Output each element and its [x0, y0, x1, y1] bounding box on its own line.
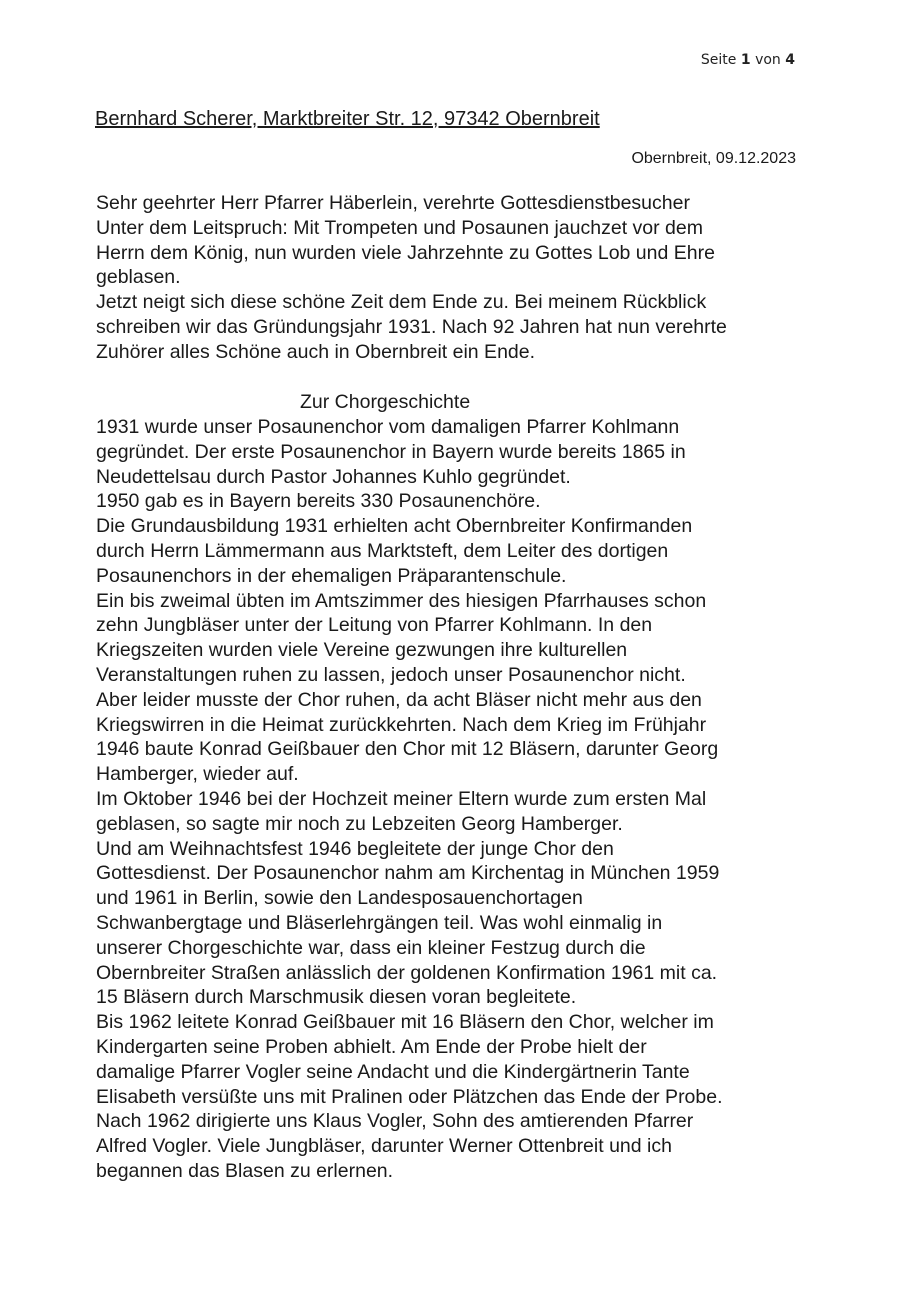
sender-address: Bernhard Scherer, Marktbreiter Str. 12, 97342 Obernbreit: [95, 108, 600, 130]
text-line: Im Oktober 1946 bei der Hochzeit meiner Eltern wurde zum ersten Mal: [96, 787, 707, 810]
text-line: 1946 baute Konrad Geißbauer den Chor mit 12 Bläsern, darunter Georg: [96, 738, 719, 761]
text-line: Kriegszeiten wurden viele Vereine gezwungen ihre kulturellen: [96, 639, 628, 662]
text-line: Schwanbergtage und Bläserlehrgängen teil. Was wohl einmalig in: [96, 911, 663, 934]
text-line: Herrn dem König, nun wurden viele Jahrzehnte zu Gottes Lob und Ehre: [96, 241, 715, 264]
text-line: Bis 1962 leitete Konrad Geißbauer mit 16 Bläsern den Chor, welcher im: [96, 1011, 714, 1034]
text-line: Zuhörer alles Schöne auch in Obernbreit ein Ende.: [96, 340, 536, 363]
text-line: Gottesdienst. Der Posaunenchor nahm am Kirchentag in München 1959: [96, 862, 720, 885]
section-heading: Zur Chorgeschichte: [300, 391, 471, 413]
text-line: Ein bis zweimal übten im Amtszimmer des hiesigen Pfarrhauses schon: [96, 589, 707, 612]
page-current: 1: [740, 52, 751, 68]
text-line: 1931 wurde unser Posaunenchor vom damaligen Pfarrer Kohlmann: [96, 416, 680, 438]
history-section: [96, 415, 816, 1184]
text-line: 15 Bläsern durch Marschmusik diesen voran begleitete.: [96, 986, 577, 1009]
text-line: durch Herrn Lämmermann aus Marktsteft, dem Leiter des dortigen: [96, 539, 669, 562]
text-line: damalige Pfarrer Vogler seine Andacht und die Kindergärtnerin Tante: [96, 1060, 690, 1083]
page-prefix: Seite: [700, 52, 741, 68]
text-line: 1950 gab es in Bayern bereits 330 Posaunenchöre.: [96, 490, 541, 513]
text-line: begannen das Blasen zu erlernen.: [96, 1159, 394, 1182]
text-line: Hamberger, wieder auf.: [96, 763, 299, 786]
text-line: und 1961 in Berlin, sowie den Landesposauenchortagen: [96, 887, 583, 910]
page-middle: von: [750, 52, 786, 68]
text-line: Alfred Vogler. Viele Jungbläser, darunter Werner Ottenbreit und ich: [96, 1135, 672, 1158]
text-line: Aber leider musste der Chor ruhen, da acht Bläser nicht mehr aus den: [96, 688, 702, 711]
text-line: Jetzt neigt sich diese schöne Zeit dem Ende zu. Bei meinem Rückblick: [96, 291, 707, 314]
text-line: geblasen.: [96, 266, 181, 289]
text-line: Nach 1962 dirigierte uns Klaus Vogler, Sohn des amtierenden Pfarrer: [96, 1110, 694, 1133]
page-total: 4: [785, 52, 795, 68]
text-line: Kriegswirren in die Heimat zurückkehrten. Nach dem Krieg im Frühjahr: [96, 713, 707, 736]
text-line: Unter dem Leitspruch: Mit Trompeten und Posaunen jauchzet vor dem: [96, 216, 703, 239]
text-line: gegründet. Der erste Posaunenchor in Bayern wurde bereits 1865 in: [96, 440, 686, 463]
text-line: Neudettelsau durch Pastor Johannes Kuhlo gegründet.: [96, 465, 571, 488]
text-line: Obernbreiter Straßen anlässlich der goldenen Konfirmation 1961 mit ca.: [96, 961, 718, 984]
text-line: Posaunenchors in der ehemaligen Präparantenschule.: [96, 564, 567, 587]
text-line: unserer Chorgeschichte war, dass ein kleiner Festzug durch die: [96, 936, 646, 959]
text-line: Kindergarten seine Proben abhielt. Am Ende der Probe hielt der: [96, 1035, 647, 1058]
text-line: Die Grundausbildung 1931 erhielten acht Obernbreiter Konfirmanden: [96, 515, 693, 538]
place-and-date: Obernbreit, 09.12.2023: [631, 150, 796, 167]
text-line: schreiben wir das Gründungsjahr 1931. Nach 92 Jahren hat nun verehrte: [96, 315, 727, 338]
intro-paragraph: [96, 191, 816, 365]
text-line: Veranstaltungen ruhen zu lassen, jedoch unser Posaunenchor nicht.: [96, 663, 686, 686]
text-line: zehn Jungbläser unter der Leitung von Pfarrer Kohlmann. In den: [96, 614, 653, 637]
text-line: geblasen, so sagte mir noch zu Lebzeiten Georg Hamberger.: [96, 812, 623, 835]
text-line: Elisabeth versüßte uns mit Pralinen oder Plätzchen das Ende der Probe.: [96, 1085, 723, 1108]
text-line: Und am Weihnachtsfest 1946 begleitete der junge Chor den: [96, 837, 614, 860]
text-line: Sehr geehrter Herr Pfarrer Häberlein, verehrte Gottesdienstbesucher: [96, 192, 690, 214]
page-number: [701, 52, 795, 68]
